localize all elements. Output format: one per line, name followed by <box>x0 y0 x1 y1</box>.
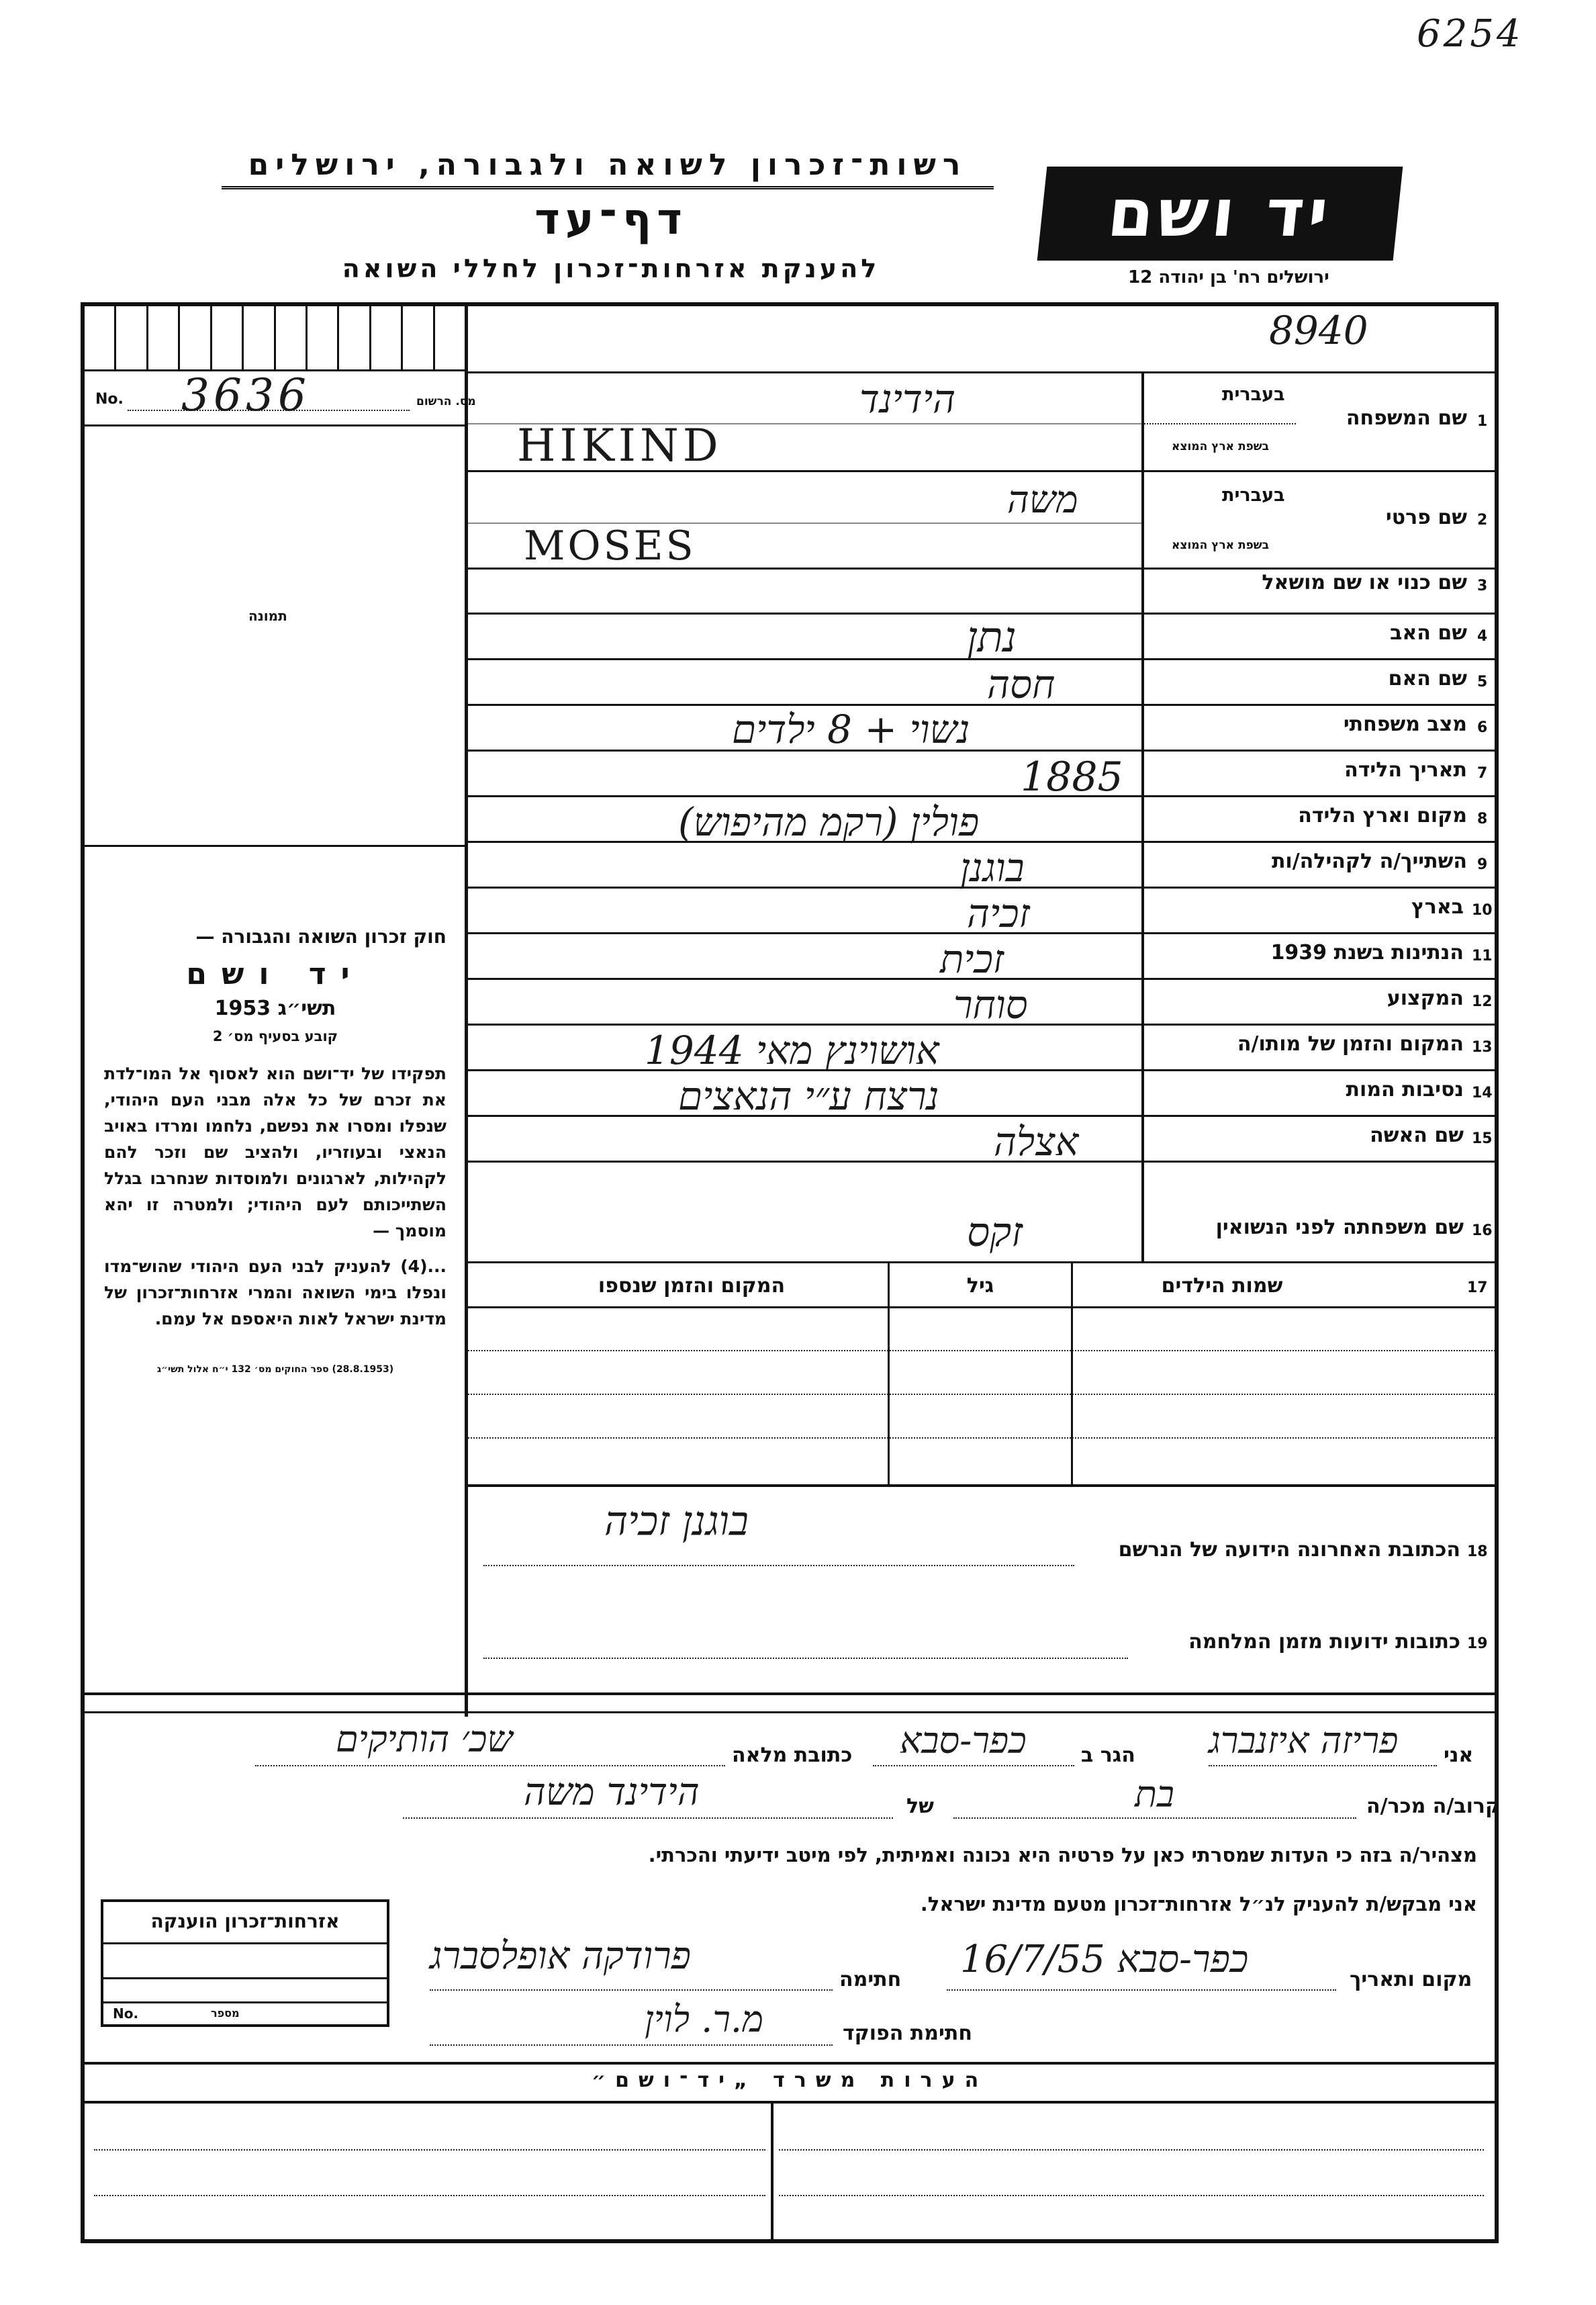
declaration-of-label: של <box>906 1795 934 1818</box>
field-2-hebrew-label: בעברית <box>1222 485 1285 506</box>
declaration-of-value: הידינד משה <box>524 1770 700 1814</box>
field-14-label: נסיבות המות <box>1346 1078 1464 1101</box>
officer-signature-value: מ.ר. לוין <box>645 1998 764 2040</box>
place-date-label: מקום ותאריך <box>1350 1968 1472 1991</box>
field-8-number: 8 <box>1477 811 1488 827</box>
field-18-label: הכתובת האחרונה הידועה של הנרשם <box>1118 1538 1460 1562</box>
field-1-foreign-value: HIKIND <box>517 420 722 471</box>
field-1-label: שם המשפחה <box>1346 406 1467 430</box>
declaration-relation: בת <box>1135 1773 1174 1815</box>
field-5-label: שם האם <box>1388 667 1467 690</box>
signature-value: פרודקה אופלסברג <box>430 1934 691 1978</box>
field-8-label: מקום וארץ הלידה <box>1298 804 1467 827</box>
page-subtitle: להענקת אזרחות־זכרון לחללי השואה <box>342 254 880 283</box>
declaration-city: כפר-סבא <box>900 1719 1027 1762</box>
field-15-value: אצלה <box>994 1119 1079 1165</box>
field-18-value: בוגנן זכיה <box>604 1498 749 1545</box>
citizenship-number-label: מספר <box>211 2007 240 2020</box>
field-10-value: זכיה <box>967 891 1030 936</box>
field-1-hebrew-value: הידינד <box>859 376 956 422</box>
field-6-number: 6 <box>1477 719 1488 736</box>
declaration-statement-1: מצהיר/ה בזה כי העדות שמסרתי כאן על פרטיה היא נכונה ואמיתית, לפי מיטב ידיעתי והכרתי. <box>648 1844 1477 1866</box>
law-heading: חוק זכרון השואה והגבורה — <box>195 925 447 948</box>
registration-label: מס. הרשום <box>416 395 476 408</box>
field-4-number: 4 <box>1477 628 1488 645</box>
signature-label: חתימה <box>839 1968 902 1991</box>
declaration-statement-2: אני מבקש/ת להעניק לנ״ל אזרחות־זכרון מטעם מדינת ישראל. <box>920 1893 1477 1915</box>
place-date-value: כפר-סבא 16/7/55 <box>960 1938 1249 1981</box>
authority-title: רשות־זכרון לשואה ולגבורה, ירושלים <box>222 148 994 189</box>
law-name: יד ושם <box>186 957 365 991</box>
field-5-value: חסה <box>987 662 1055 707</box>
law-paragraph-2: ...(4) להעניק לבני העם היהודי שהוש־מדו ונפלו בימי השואה והמרי אזרחות־זכרון של מדינת ישראל לאות היאספם אל עמם. <box>104 1257 447 1328</box>
field-19-label: כתובות ידועות מזמן המלחמה <box>1188 1630 1460 1654</box>
field-2-hebrew-value: משה <box>1007 478 1078 522</box>
law-footer: (28.8.1953) ספר החוקים מס׳ 132 י״ח אלול תשי״ג <box>156 1364 394 1375</box>
field-14-number: 14 <box>1472 1085 1493 1101</box>
field-2-foreign-value: MOSES <box>524 523 696 570</box>
field-11-label: הנתינות בשנת 1939 <box>1270 941 1464 964</box>
field-16-number: 16 <box>1472 1222 1493 1239</box>
field-2-foreign-label: בשפת ארץ המוצא <box>1172 539 1270 552</box>
registration-no-label: No. <box>95 391 124 408</box>
declaration-address: שכ׳ הותיקים <box>336 1718 513 1760</box>
children-place-header: המקום והזמן שנספו <box>598 1274 786 1298</box>
citizenship-no-label: No. <box>113 2005 139 2022</box>
field-7-value: 1885 <box>1021 754 1123 801</box>
field-1-number: 1 <box>1477 413 1488 430</box>
field-12-value: סוחר <box>953 982 1028 1028</box>
field-3-label: שם כנוי או שם מושאל <box>1262 571 1467 594</box>
photo-label: תמונה <box>248 608 287 624</box>
citizenship-box <box>101 1899 389 2027</box>
field-4-value: נתן <box>967 613 1017 662</box>
field-7-number: 7 <box>1477 765 1488 782</box>
officer-signature-label: חתימת הפוקד <box>843 2022 972 2045</box>
field-1-hebrew-label: בעברית <box>1222 384 1285 405</box>
top-number: 8940 <box>1269 308 1368 353</box>
office-notes-title: הערות משרד „יד־ושם״ <box>591 2069 988 2092</box>
field-10-label: בארץ <box>1411 895 1464 919</box>
field-7-label: תאריך הלידה <box>1344 758 1467 782</box>
law-paragraph-1: תפקידו של יד־ושם הוא לאסוף אל המו־לדת את זכרם של כל אלה מבני העם היהודי, שנפלו ומסרו את נפשם, נלחמו ומרדו באויב הנאצי ובעוזריו, ולהציב שם וזכר להם לקהילות, לארגונים ולמוסדות שנחרבו בגלל השתייכותם לעם היהודי; ולמטרה זו יהא מוסמך — <box>104 1064 447 1240</box>
field-13-number: 13 <box>1472 1039 1493 1056</box>
corner-number: 6254 <box>1417 12 1523 56</box>
field-2-label: שם פרטי <box>1385 506 1467 529</box>
declaration-address-label: כתובת מלאה <box>732 1744 853 1767</box>
field-13-value: אושוינץ מאי 1944 <box>645 1028 939 1073</box>
law-clause: קובע בסעיף מס׳ 2 <box>212 1028 338 1044</box>
law-block <box>104 925 447 1375</box>
field-1-foreign-label: בשפת ארץ המוצא <box>1172 440 1270 453</box>
code-boxes <box>85 306 465 369</box>
logo-address: ירושלים רח' בן יהודה 12 <box>1128 267 1329 287</box>
declaration-ani: אני <box>1444 1744 1474 1767</box>
field-3-number: 3 <box>1477 578 1488 594</box>
field-10-number: 10 <box>1472 902 1493 919</box>
field-12-number: 12 <box>1472 993 1493 1010</box>
field-16-value: זקס <box>967 1209 1023 1256</box>
field-13-label: המקום והזמן של מותו/ה <box>1237 1032 1464 1056</box>
field-8-value: פולין (רקמ מהיפוש) <box>678 799 980 845</box>
registration-number: 3636 <box>181 369 310 421</box>
declaration-resides-label: הגר ב <box>1081 1744 1135 1767</box>
field-16-label: שם משפחתה לפני הנשואין <box>1215 1216 1464 1239</box>
citizenship-box-title: אזרחות־זכרון הוענקה <box>150 1910 340 1932</box>
field-9-value: בוגנן <box>960 845 1025 891</box>
declaration-relative-label: קרוב/ה מכר/ה <box>1366 1795 1501 1818</box>
field-11-number: 11 <box>1472 948 1493 964</box>
field-9-label: השתייך/ה לקהילה/ות <box>1271 850 1467 873</box>
children-names-header: שמות הילדים <box>1161 1274 1283 1298</box>
field-6-value: נשוי + 8 ילדים <box>732 707 970 752</box>
field-17-number: 17 <box>1467 1279 1488 1296</box>
field-15-number: 15 <box>1472 1130 1493 1147</box>
field-14-value: נרצח ע״י הנאצים <box>678 1073 939 1119</box>
yad-vashem-logo <box>1037 167 1403 261</box>
field-19-number: 19 <box>1467 1635 1488 1652</box>
field-9-number: 9 <box>1477 856 1488 873</box>
field-5-number: 5 <box>1477 674 1488 690</box>
field-15-label: שם האשה <box>1370 1124 1464 1147</box>
page-title: דף־עד <box>534 195 688 244</box>
logo-text: יד ושם <box>1104 175 1336 252</box>
declaration-name: פריזה איזנברג <box>1209 1719 1399 1762</box>
field-12-label: המקצוע <box>1387 987 1464 1010</box>
field-4-label: שם האב <box>1390 621 1467 645</box>
field-18-number: 18 <box>1467 1543 1488 1560</box>
field-2-number: 2 <box>1477 512 1488 529</box>
children-age-header: גיל <box>966 1274 994 1298</box>
field-6-label: מצב משפחתי <box>1343 713 1467 736</box>
law-year: תשי״ג 1953 <box>214 997 336 1020</box>
field-11-value: זכית <box>940 936 1004 982</box>
